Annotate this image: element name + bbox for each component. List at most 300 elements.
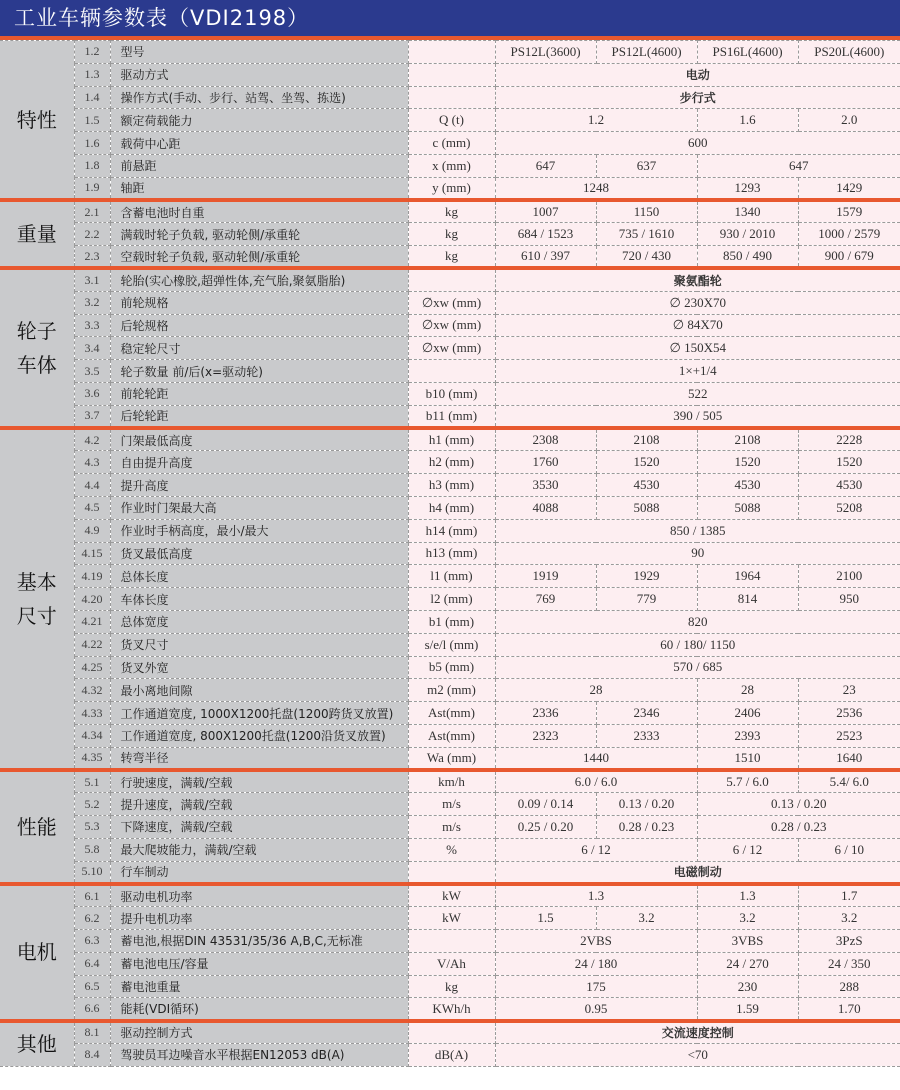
row-description: 最小离地间隙: [110, 679, 408, 702]
spec-row: [0, 747, 900, 770]
row-description: 前轮规格: [110, 291, 408, 314]
spec-row: [0, 907, 900, 930]
value-cell: 聚氨酯轮: [495, 268, 900, 291]
spec-row: [0, 724, 900, 747]
value-cell: 1293: [697, 177, 798, 200]
value-cell: 1.3: [495, 884, 697, 907]
row-unit: m/s: [408, 793, 495, 816]
row-unit: kg: [408, 223, 495, 246]
value-cell: 1440: [495, 747, 697, 770]
row-number: 1.4: [74, 86, 110, 109]
spec-row: [0, 268, 900, 291]
row-number: 5.3: [74, 816, 110, 839]
section-label: 电机: [0, 884, 74, 1021]
row-unit: ∅xw (mm): [408, 291, 495, 314]
value-cell: 2228: [798, 428, 900, 451]
value-cell: 850 / 1385: [495, 519, 900, 542]
row-number: 4.35: [74, 747, 110, 770]
row-number: 5.10: [74, 861, 110, 884]
row-unit: b5 (mm): [408, 656, 495, 679]
row-unit: m2 (mm): [408, 679, 495, 702]
value-cell: 1760: [495, 451, 596, 474]
spec-row: [0, 816, 900, 839]
row-description: 车体长度: [110, 588, 408, 611]
row-number: 4.21: [74, 610, 110, 633]
value-cell: 522: [495, 382, 900, 405]
value-cell: 4530: [697, 474, 798, 497]
spec-row: [0, 405, 900, 428]
row-description: 工作通道宽度, 1000X1200托盘(1200跨货叉放置): [110, 702, 408, 725]
row-number: 6.1: [74, 884, 110, 907]
spec-row: [0, 314, 900, 337]
row-unit: h2 (mm): [408, 451, 495, 474]
value-cell: 2393: [697, 724, 798, 747]
value-cell: 电磁制动: [495, 861, 900, 884]
value-cell: 2536: [798, 702, 900, 725]
row-unit: s/e/l (mm): [408, 633, 495, 656]
row-description: 后轮轮距: [110, 405, 408, 428]
section-label: 性能: [0, 770, 74, 884]
row-number: 3.7: [74, 405, 110, 428]
row-number: 4.5: [74, 496, 110, 519]
row-unit: kW: [408, 907, 495, 930]
row-number: 4.3: [74, 451, 110, 474]
value-cell: 0.95: [495, 998, 697, 1021]
row-description: 型号: [110, 41, 408, 64]
row-description: 货叉外宽: [110, 656, 408, 679]
row-number: 4.22: [74, 633, 110, 656]
row-unit: [408, 86, 495, 109]
spec-row: [0, 496, 900, 519]
spec-row: [0, 109, 900, 132]
spec-row: [0, 86, 900, 109]
value-cell: 175: [495, 975, 697, 998]
row-description: 驱动电机功率: [110, 884, 408, 907]
row-unit: [408, 360, 495, 383]
row-number: 1.8: [74, 154, 110, 177]
row-unit: kW: [408, 884, 495, 907]
row-number: 4.20: [74, 588, 110, 611]
value-cell: 288: [798, 975, 900, 998]
row-number: 5.2: [74, 793, 110, 816]
row-number: 4.4: [74, 474, 110, 497]
spec-row: [0, 291, 900, 314]
value-cell: 4088: [495, 496, 596, 519]
spec-row: [0, 770, 900, 793]
value-cell: 5208: [798, 496, 900, 519]
row-description: 前轮轮距: [110, 382, 408, 405]
value-cell: <70: [495, 1044, 900, 1067]
row-number: 4.32: [74, 679, 110, 702]
spec-row: [0, 451, 900, 474]
section-label: 其他: [0, 1021, 74, 1067]
value-cell: 2406: [697, 702, 798, 725]
row-description: 蓄电池,根据DIN 43531/35/36 A,B,C,无标准: [110, 930, 408, 953]
value-cell: 0.09 / 0.14: [495, 793, 596, 816]
row-unit: KWh/h: [408, 998, 495, 1021]
row-unit: l1 (mm): [408, 565, 495, 588]
spec-row: [0, 542, 900, 565]
spec-row: [0, 702, 900, 725]
value-cell: 1.2: [495, 109, 697, 132]
row-number: 3.2: [74, 291, 110, 314]
row-description: 提升速度，满载/空载: [110, 793, 408, 816]
row-description: 轴距: [110, 177, 408, 200]
value-cell: 1520: [697, 451, 798, 474]
row-unit: Ast(mm): [408, 724, 495, 747]
spec-row: [0, 41, 900, 64]
value-cell: 3VBS: [697, 930, 798, 953]
row-number: 1.6: [74, 132, 110, 155]
row-description: 蓄电池重量: [110, 975, 408, 998]
row-unit: [408, 930, 495, 953]
value-cell: 交流速度控制: [495, 1021, 900, 1044]
row-number: 3.4: [74, 337, 110, 360]
value-cell: 90: [495, 542, 900, 565]
spec-row: [0, 200, 900, 223]
value-cell: 5.4/ 6.0: [798, 770, 900, 793]
row-unit: b1 (mm): [408, 610, 495, 633]
row-unit: Ast(mm): [408, 702, 495, 725]
value-cell: 23: [798, 679, 900, 702]
value-cell: 637: [596, 154, 697, 177]
value-cell: 1340: [697, 200, 798, 223]
row-unit: x (mm): [408, 154, 495, 177]
spec-row: [0, 838, 900, 861]
value-cell: 684 / 1523: [495, 223, 596, 246]
value-cell: 28: [697, 679, 798, 702]
row-number: 1.3: [74, 63, 110, 86]
value-cell: 3PzS: [798, 930, 900, 953]
row-number: 6.3: [74, 930, 110, 953]
value-cell: 850 / 490: [697, 246, 798, 269]
value-cell: 24 / 270: [697, 952, 798, 975]
row-description: 提升电机功率: [110, 907, 408, 930]
row-unit: [408, 268, 495, 291]
row-unit: ∅xw (mm): [408, 314, 495, 337]
spec-row: [0, 975, 900, 998]
row-unit: h1 (mm): [408, 428, 495, 451]
spec-row: [0, 154, 900, 177]
row-unit: b10 (mm): [408, 382, 495, 405]
row-number: 3.6: [74, 382, 110, 405]
value-cell: 1.59: [697, 998, 798, 1021]
section-label: 基本 尺寸: [0, 428, 74, 770]
value-cell: 6 / 12: [495, 838, 697, 861]
row-number: 5.8: [74, 838, 110, 861]
value-cell: 610 / 397: [495, 246, 596, 269]
row-description: 货叉最低高度: [110, 542, 408, 565]
value-cell: 5.7 / 6.0: [697, 770, 798, 793]
value-cell: 电动: [495, 63, 900, 86]
value-cell: 1.3: [697, 884, 798, 907]
value-cell: 814: [697, 588, 798, 611]
value-cell: 6 / 12: [697, 838, 798, 861]
row-unit: Wa (mm): [408, 747, 495, 770]
row-unit: b11 (mm): [408, 405, 495, 428]
spec-row: [0, 382, 900, 405]
value-cell: PS16L(4600): [697, 41, 798, 64]
row-number: 4.19: [74, 565, 110, 588]
value-cell: 1.6: [697, 109, 798, 132]
row-description: 工作通道宽度, 800X1200托盘(1200沿货叉放置): [110, 724, 408, 747]
spec-row: [0, 519, 900, 542]
row-description: 提升高度: [110, 474, 408, 497]
value-cell: 6 / 10: [798, 838, 900, 861]
row-unit: h3 (mm): [408, 474, 495, 497]
row-number: 8.1: [74, 1021, 110, 1044]
value-cell: 2323: [495, 724, 596, 747]
row-description: 满载时轮子负载, 驱动轮侧/承重轮: [110, 223, 408, 246]
row-number: 6.2: [74, 907, 110, 930]
row-description: 后轮规格: [110, 314, 408, 337]
spec-row: [0, 360, 900, 383]
value-cell: 1150: [596, 200, 697, 223]
row-number: 2.3: [74, 246, 110, 269]
spec-row: [0, 588, 900, 611]
value-cell: 1.5: [495, 907, 596, 930]
value-cell: 900 / 679: [798, 246, 900, 269]
value-cell: 1929: [596, 565, 697, 588]
spec-row: [0, 679, 900, 702]
row-unit: h4 (mm): [408, 496, 495, 519]
row-description: 额定荷载能力: [110, 109, 408, 132]
value-cell: 570 / 685: [495, 656, 900, 679]
row-unit: ∅xw (mm): [408, 337, 495, 360]
value-cell: 390 / 505: [495, 405, 900, 428]
row-description: 轮胎(实心橡胶,超弹性体,充气胎,聚氨脂胎): [110, 268, 408, 291]
value-cell: 1640: [798, 747, 900, 770]
row-unit: %: [408, 838, 495, 861]
value-cell: 779: [596, 588, 697, 611]
value-cell: 230: [697, 975, 798, 998]
spec-row: [0, 952, 900, 975]
row-description: 载荷中心距: [110, 132, 408, 155]
value-cell: 950: [798, 588, 900, 611]
row-number: 1.2: [74, 41, 110, 64]
row-description: 操作方式(手动、步行、站驾、坐驾、拣选): [110, 86, 408, 109]
value-cell: 60 / 180/ 1150: [495, 633, 900, 656]
spec-row: [0, 177, 900, 200]
value-cell: 600: [495, 132, 900, 155]
row-number: 4.15: [74, 542, 110, 565]
row-description: 行车制动: [110, 861, 408, 884]
row-unit: kg: [408, 975, 495, 998]
spec-row: [0, 63, 900, 86]
value-cell: 3530: [495, 474, 596, 497]
value-cell: 24 / 180: [495, 952, 697, 975]
row-description: 总体宽度: [110, 610, 408, 633]
value-cell: 0.28 / 0.23: [697, 816, 900, 839]
value-cell: 0.25 / 0.20: [495, 816, 596, 839]
row-unit: kg: [408, 200, 495, 223]
section-label: 轮子 车体: [0, 268, 74, 428]
row-description: 驾驶员耳边噪音水平根据EN12053 dB(A): [110, 1044, 408, 1067]
row-description: 驱动方式: [110, 63, 408, 86]
row-unit: y (mm): [408, 177, 495, 200]
row-unit: c (mm): [408, 132, 495, 155]
row-description: 最大爬坡能力，满载/空载: [110, 838, 408, 861]
row-number: 6.4: [74, 952, 110, 975]
value-cell: 0.28 / 0.23: [596, 816, 697, 839]
value-cell: 2VBS: [495, 930, 697, 953]
value-cell: 1.70: [798, 998, 900, 1021]
value-cell: 1429: [798, 177, 900, 200]
spec-row: [0, 1044, 900, 1067]
value-cell: 720 / 430: [596, 246, 697, 269]
value-cell: ∅ 230X70: [495, 291, 900, 314]
value-cell: 1520: [798, 451, 900, 474]
value-cell: 6.0 / 6.0: [495, 770, 697, 793]
value-cell: 1007: [495, 200, 596, 223]
value-cell: ∅ 84X70: [495, 314, 900, 337]
value-cell: 24 / 350: [798, 952, 900, 975]
value-cell: 3.2: [697, 907, 798, 930]
row-description: 作业时门架最大高: [110, 496, 408, 519]
value-cell: 2108: [697, 428, 798, 451]
spec-row: [0, 633, 900, 656]
row-unit: m/s: [408, 816, 495, 839]
row-number: 3.3: [74, 314, 110, 337]
value-cell: 647: [495, 154, 596, 177]
row-unit: [408, 63, 495, 86]
value-cell: 1579: [798, 200, 900, 223]
value-cell: 2108: [596, 428, 697, 451]
spec-row: [0, 565, 900, 588]
value-cell: 1520: [596, 451, 697, 474]
row-unit: h13 (mm): [408, 542, 495, 565]
row-description: 作业时手柄高度，最小/最大: [110, 519, 408, 542]
value-cell: 930 / 2010: [697, 223, 798, 246]
row-unit: Q (t): [408, 109, 495, 132]
spec-table: [0, 40, 900, 1067]
row-unit: h14 (mm): [408, 519, 495, 542]
row-number: 2.2: [74, 223, 110, 246]
row-number: 4.34: [74, 724, 110, 747]
row-description: 门架最低高度: [110, 428, 408, 451]
row-description: 能耗(VDI循环): [110, 998, 408, 1021]
value-cell: 2308: [495, 428, 596, 451]
row-number: 4.2: [74, 428, 110, 451]
spec-row: [0, 337, 900, 360]
value-cell: 0.13 / 0.20: [596, 793, 697, 816]
value-cell: 769: [495, 588, 596, 611]
value-cell: 1964: [697, 565, 798, 588]
value-cell: 1919: [495, 565, 596, 588]
value-cell: 1000 / 2579: [798, 223, 900, 246]
value-cell: 3.2: [596, 907, 697, 930]
row-unit: dB(A): [408, 1044, 495, 1067]
row-description: 转弯半径: [110, 747, 408, 770]
row-description: 空载时轮子负载, 驱动轮侧/承重轮: [110, 246, 408, 269]
row-number: 5.1: [74, 770, 110, 793]
row-number: 2.1: [74, 200, 110, 223]
row-number: 3.5: [74, 360, 110, 383]
row-unit: [408, 861, 495, 884]
row-description: 前悬距: [110, 154, 408, 177]
row-unit: l2 (mm): [408, 588, 495, 611]
value-cell: 735 / 1610: [596, 223, 697, 246]
row-description: 货叉尺寸: [110, 633, 408, 656]
value-cell: PS12L(4600): [596, 41, 697, 64]
value-cell: PS20L(4600): [798, 41, 900, 64]
value-cell: 2346: [596, 702, 697, 725]
spec-row: [0, 1021, 900, 1044]
spec-row: [0, 998, 900, 1021]
section-label: 特性: [0, 41, 74, 201]
row-description: 含蓄电池时自重: [110, 200, 408, 223]
value-cell: 2523: [798, 724, 900, 747]
value-cell: 1×+1/4: [495, 360, 900, 383]
value-cell: 1510: [697, 747, 798, 770]
row-description: 驱动控制方式: [110, 1021, 408, 1044]
row-number: 1.5: [74, 109, 110, 132]
row-unit: kg: [408, 246, 495, 269]
row-description: 轮子数量 前/后(x=驱动轮): [110, 360, 408, 383]
value-cell: 5088: [697, 496, 798, 519]
spec-row: [0, 223, 900, 246]
value-cell: 4530: [798, 474, 900, 497]
row-number: 8.4: [74, 1044, 110, 1067]
row-number: 1.9: [74, 177, 110, 200]
row-number: 4.25: [74, 656, 110, 679]
row-description: 下降速度，满载/空载: [110, 816, 408, 839]
value-cell: 820: [495, 610, 900, 633]
row-unit: km/h: [408, 770, 495, 793]
value-cell: PS12L(3600): [495, 41, 596, 64]
row-number: 4.9: [74, 519, 110, 542]
value-cell: 2.0: [798, 109, 900, 132]
row-description: 蓄电池电压/容量: [110, 952, 408, 975]
row-number: 6.6: [74, 998, 110, 1021]
spec-row: [0, 930, 900, 953]
row-description: 总体长度: [110, 565, 408, 588]
value-cell: 2333: [596, 724, 697, 747]
spec-row: [0, 428, 900, 451]
row-unit: [408, 41, 495, 64]
spec-row: [0, 474, 900, 497]
value-cell: 28: [495, 679, 697, 702]
value-cell: 647: [697, 154, 900, 177]
value-cell: 2100: [798, 565, 900, 588]
spec-row: [0, 656, 900, 679]
row-description: 自由提升高度: [110, 451, 408, 474]
spec-row: [0, 610, 900, 633]
row-description: 行驶速度，满载/空载: [110, 770, 408, 793]
row-unit: [408, 1021, 495, 1044]
value-cell: 2336: [495, 702, 596, 725]
value-cell: 1248: [495, 177, 697, 200]
spec-row: [0, 793, 900, 816]
value-cell: 5088: [596, 496, 697, 519]
row-unit: V/Ah: [408, 952, 495, 975]
section-label: 重量: [0, 200, 74, 268]
spec-row: [0, 246, 900, 269]
value-cell: 步行式: [495, 86, 900, 109]
value-cell: 4530: [596, 474, 697, 497]
page-title: 工业车辆参数表（VDI2198）: [0, 0, 900, 36]
value-cell: 3.2: [798, 907, 900, 930]
row-number: 6.5: [74, 975, 110, 998]
row-number: 3.1: [74, 268, 110, 291]
value-cell: ∅ 150X54: [495, 337, 900, 360]
spec-row: [0, 884, 900, 907]
value-cell: 0.13 / 0.20: [697, 793, 900, 816]
row-number: 4.33: [74, 702, 110, 725]
spec-row: [0, 132, 900, 155]
spec-row: [0, 861, 900, 884]
value-cell: 1.7: [798, 884, 900, 907]
